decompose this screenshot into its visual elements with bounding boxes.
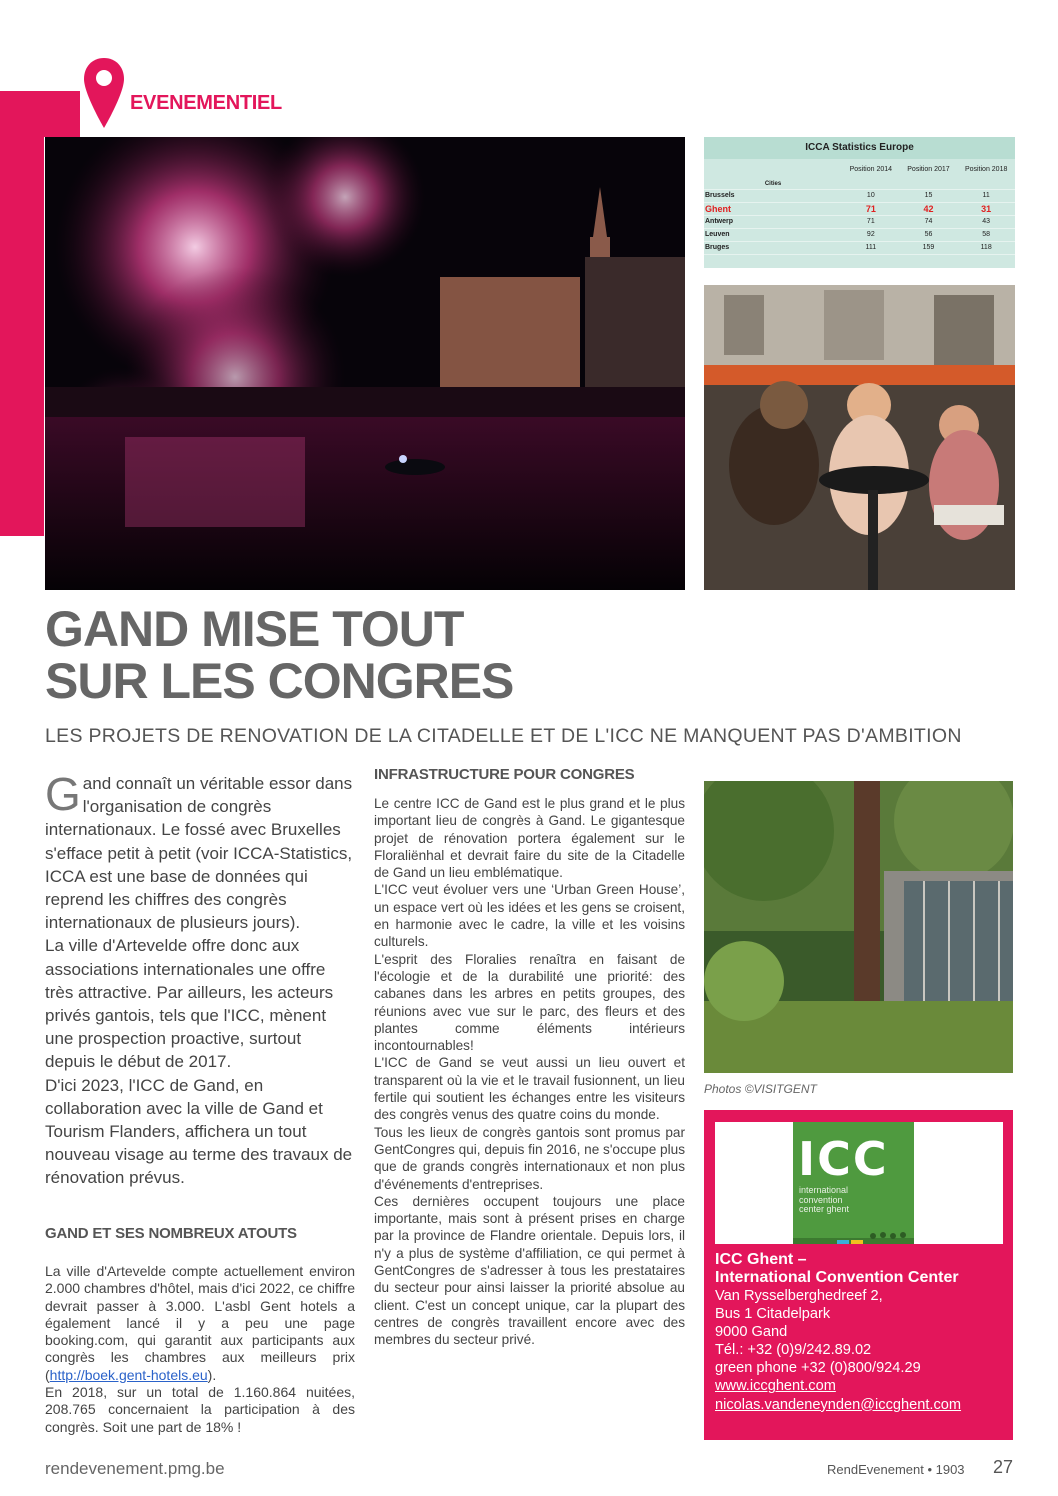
icc-contact-box <box>704 1110 1013 1440</box>
email-link[interactable]: nicolas.vandeneynden@iccghent.com <box>715 1396 962 1413</box>
icc-logo: ICC international convention center ghent <box>793 1122 914 1244</box>
contact-phone: Tél.: +32 (0)9/242.89.02 <box>715 1342 872 1359</box>
section-infrastructure-text: Le centre ICC de Gand est le plus grand et le plus important lieu de congrès à Gand. Le gigantesque projet de rénovation portera également sur le Floraliënhal et devrait faire du site de la Citadelle de Gand un lieu emblématique. L'ICC veut évoluer vers une ‘Urban Green House’, un espace vert où les idées et les gens se croisent, en harmonie avec le cadre, la ville et les voisins culturels. L'esprit des Floralies renaîtra en faisant de l'écologie et de la durabilité une priorité: des cabanes dans les arbres en petits groupes, des réunions avec vue sur le parc, des fleurs et des plantes comme éléments intérieurs incontournables! L'ICC de Gand se veut aussi un lieu ouvert et transparent où la vie et le travail fusionnent, un lieu fertile qui soutient les échanges entre les visiteurs des congrès venus des quatre coins du monde. Tous les lieux de congrès gantois sont promus par GentCongres qui, depuis fin 2016, ne s'occupe plus que de grands congrès internationaux et non plus d'événements d'entreprises. Ces dernières occupent toujours une place importante, mais sont à présent prises en charge par la province de Flandre orientale. Depuis lors, il n'y a plus de système d'affiliation, ce qui permet à GentCongres de s'adresser à tous les prestataires du secteur pour ainsi laisser la priorité absolue au client. C'est un concept unique, car la plupart des centres de congrès travaillent encore avec des membres du secteur privé. <box>374 796 685 1348</box>
people-silhouettes-icon <box>793 1230 914 1244</box>
contact-name-1: ICC Ghent – <box>715 1251 807 1268</box>
section-heading-infrastructure: INFRASTRUCTURE POUR CONGRES <box>374 766 635 783</box>
website-link[interactable]: www.iccghent.com <box>715 1378 836 1395</box>
icc-building-photo <box>704 781 1013 1073</box>
page-title: GAND MISE TOUT SUR LES CONGRES <box>45 601 514 709</box>
dropcap: G <box>45 768 81 820</box>
accent-bar-top <box>0 91 80 137</box>
intro-text: Gand connaît un véritable essor dans l'organisation de congrès internationaux. Le fossé avec Bruxelles s'efface petit à petit (voir ICCA-Statistics, ICCA est une base de données qui reprend les chiffres des congrès internationaux de plusieurs jours). La ville d'Artevelde offre donc aux associations internationales une offre très attractive. Par ailleurs, les acteurs privés gantois, tels que l'ICC, mènent une prospection proactive, surtout depuis le début de 2017. D'ici 2023, l'ICC de Gand, en collaboration avec la ville de Gand et Tourism Flanders, affichera un tout nouveau visage au terme des travaux de rénovation prévus. <box>45 768 353 1188</box>
page-number: 27 <box>993 1457 1014 1477</box>
photo-credit: Photos ©VISITGENT <box>704 1082 817 1096</box>
table-row: Leuven 92 56 58 <box>704 228 1015 241</box>
col-2014: Position 2014 <box>849 165 893 173</box>
terrace-photo <box>704 285 1015 590</box>
contact-address-3: 9000 Gand <box>715 1324 788 1341</box>
table-row: Antwerp 71 74 43 <box>704 215 1015 228</box>
contact-address-2: Bus 1 Citadelpark <box>715 1306 831 1323</box>
col-2018: Position 2018 <box>964 165 1008 173</box>
section-label: EVENEMENTIEL <box>130 92 282 114</box>
contact-address-1: Van Rysselberghedreef 2, <box>715 1288 883 1304</box>
table-row-highlight: Ghent 71 42 31 <box>704 202 1015 215</box>
table-row: Bruges 111 159 118 <box>704 241 1015 254</box>
contact-name-2: International Convention Center <box>715 1269 959 1286</box>
col-2017: Position 2017 <box>907 165 950 173</box>
footer-issue: RendEvenement • 1903 <box>827 1462 965 1477</box>
contact-green-phone: green phone +32 (0)800/924.29 <box>715 1360 921 1377</box>
article-subtitle: LES PROJETS DE RENOVATION DE LA CITADELLE ET DE L'ICC NE MANQUENT PAS D'AMBITION <box>45 725 962 747</box>
table-title: ICCA Statistics Europe <box>704 137 1015 159</box>
accent-bar <box>0 91 44 536</box>
icca-statistics-table <box>704 137 1015 268</box>
hotels-link[interactable]: http://boek.gent-hotels.eu <box>49 1366 208 1383</box>
contact-details <box>715 1251 961 1414</box>
section-heading-atouts: GAND ET SES NOMBREUX ATOUTS <box>45 1225 297 1242</box>
location-pin-icon <box>82 56 126 130</box>
fireworks-photo <box>45 137 685 590</box>
section-atouts-text: La ville d'Artevelde compte actuellement environ 2.000 chambres d'hôtel, mais d'ici 2022, ce chiffre devrait passer à 3.000. L'asbl Gent hotels a également lancé il y a peu une page booking.com, qui garantit aux participants aux congrès les chambres aux meilleurs prix (http://boek.gent-hotels.eu). En 2018, sur un total de 1.160.864 nuitées, 208.765 concernaient la participation à des congrès. Soit une part de 18% ! <box>45 1263 355 1435</box>
table-row: Brussels 10 15 11 <box>704 189 1015 202</box>
col-cities: Cities <box>704 179 842 189</box>
footer-website[interactable]: rendevenement.pmg.be <box>45 1459 225 1478</box>
